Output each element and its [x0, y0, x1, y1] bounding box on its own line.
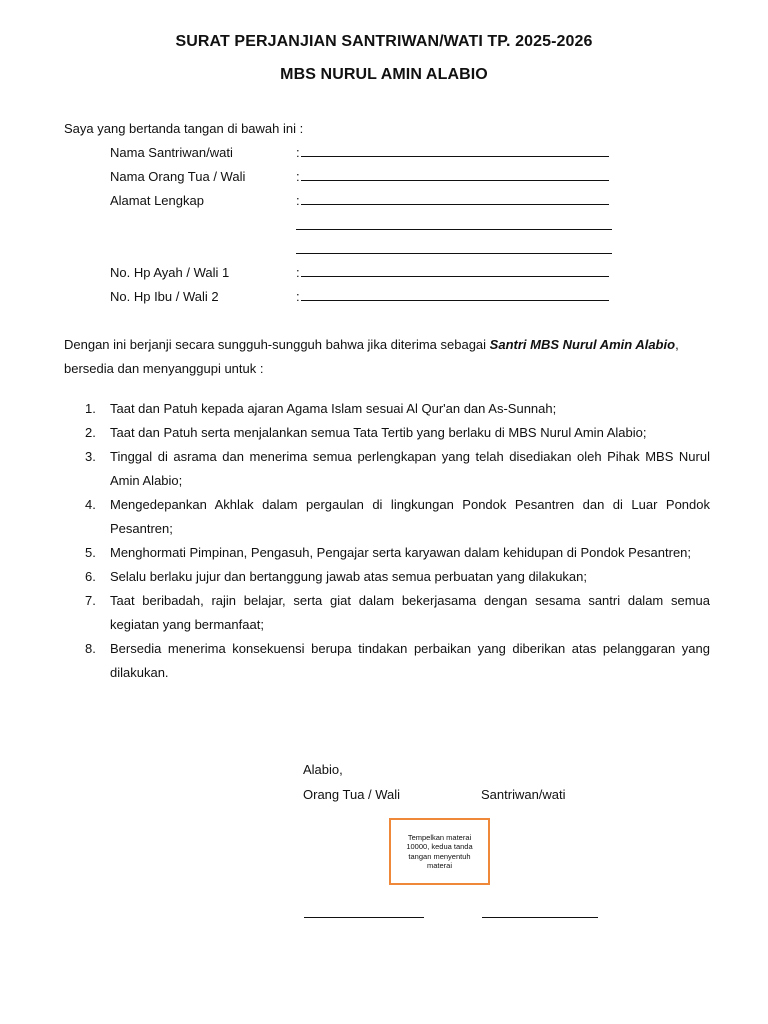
field-mother-phone[interactable]: [296, 285, 609, 309]
list-text: Selalu berlaku jujur dan bertanggung jawab atas semua perbuatan yang dilakukan;: [110, 569, 587, 584]
stamp-note: Tempelkan materai 10000, kedua tanda tangan menyentuh materai: [406, 832, 473, 870]
field-student-name[interactable]: [296, 141, 609, 165]
list-text: Mengedepankan Akhlak dalam pergaulan di lingkungan Pondok Pesantren dan di Luar Pondok Pesantren;: [110, 497, 710, 536]
list-text: Taat beribadah, rajin belajar, serta giat dalam bekerjasama dengan sesama santri dalam semua kegiatan yang bermanfaat;: [110, 593, 710, 632]
field-address-line-2[interactable]: [296, 214, 612, 238]
signature-label-parent: Orang Tua / Wali: [303, 787, 401, 802]
list-text: Tinggal di asrama dan menerima semua perlengkapan yang telah disediakan oleh Pihak MBS Nurul Amin Alabio;: [110, 449, 710, 488]
institution-name: MBS NURUL AMIN ALABIO: [280, 66, 488, 83]
statement-paragraph: [64, 333, 710, 381]
list-text: Taat dan Patuh serta menjalankan semua Tata Tertib yang berlaku di MBS Nurul Amin Alabio;: [110, 425, 647, 440]
fill-line: [301, 166, 609, 181]
field-address-line-3[interactable]: [296, 238, 612, 262]
signature-place: Alabio,: [303, 762, 343, 777]
stamp-placeholder-box: [389, 818, 490, 885]
list-number: 7.: [85, 593, 96, 608]
signature-line-parent[interactable]: [304, 917, 424, 918]
field-father-phone[interactable]: [296, 261, 609, 285]
statement-punctuation: ,: [675, 337, 679, 352]
list-number: 2.: [85, 425, 96, 440]
field-label-address: Alamat Lengkap: [110, 193, 204, 208]
fill-line: [301, 262, 609, 277]
signature-line-student[interactable]: [482, 917, 598, 918]
document-title: SURAT PERJANJIAN SANTRIWAN/WATI TP. 2025-2026: [175, 33, 593, 50]
list-text: Bersedia menerima konsekuensi berupa tindakan perbaikan yang diberikan atas pelanggaran yang dilakukan.: [110, 641, 710, 680]
field-colon: :: [296, 169, 300, 184]
field-colon: :: [296, 145, 300, 160]
list-number: 5.: [85, 545, 96, 560]
field-address[interactable]: [296, 189, 609, 213]
list-number: 4.: [85, 497, 96, 512]
fill-line: [301, 142, 609, 157]
field-label-parent-name: Nama Orang Tua / Wali: [110, 169, 246, 184]
list-number: 3.: [85, 449, 96, 464]
field-colon: :: [296, 289, 300, 304]
list-item: [64, 637, 710, 685]
statement-line-2: bersedia dan menyanggupi untuk :: [64, 361, 264, 376]
list-number: 1.: [85, 401, 96, 416]
statement-text: Dengan ini berjanji secara sungguh-sungguh bahwa jika diterima sebagai: [64, 337, 490, 352]
field-colon: :: [296, 193, 300, 208]
statement-emphasis: Santri MBS Nurul Amin Alabio: [489, 337, 676, 352]
list-item: [64, 397, 710, 421]
list-number: 6.: [85, 569, 96, 584]
fill-line: [296, 239, 612, 254]
fill-line: [301, 286, 609, 301]
intro-text: Saya yang bertanda tangan di bawah ini :: [64, 121, 304, 136]
fill-line: [296, 215, 612, 230]
list-item: [64, 565, 710, 589]
field-parent-name[interactable]: [296, 165, 609, 189]
field-colon: :: [296, 265, 300, 280]
signature-label-student: Santriwan/wati: [481, 787, 566, 802]
list-item: [64, 589, 710, 637]
field-label-mother-phone: No. Hp Ibu / Wali 2: [110, 289, 219, 304]
list-item: [64, 541, 710, 565]
fill-line: [301, 190, 609, 205]
field-label-father-phone: No. Hp Ayah / Wali 1: [110, 265, 230, 280]
field-label-student-name: Nama Santriwan/wati: [110, 145, 233, 160]
list-number: 8.: [85, 641, 96, 656]
list-item: [64, 445, 710, 493]
list-text: Menghormati Pimpinan, Pengasuh, Pengajar serta karyawan dalam kehidupan di Pondok Pesantren;: [110, 545, 692, 560]
pledge-list: [64, 397, 710, 685]
list-text: Taat dan Patuh kepada ajaran Agama Islam sesuai Al Qur'an dan As-Sunnah;: [110, 401, 557, 416]
list-item: [64, 421, 710, 445]
list-item: [64, 493, 710, 541]
